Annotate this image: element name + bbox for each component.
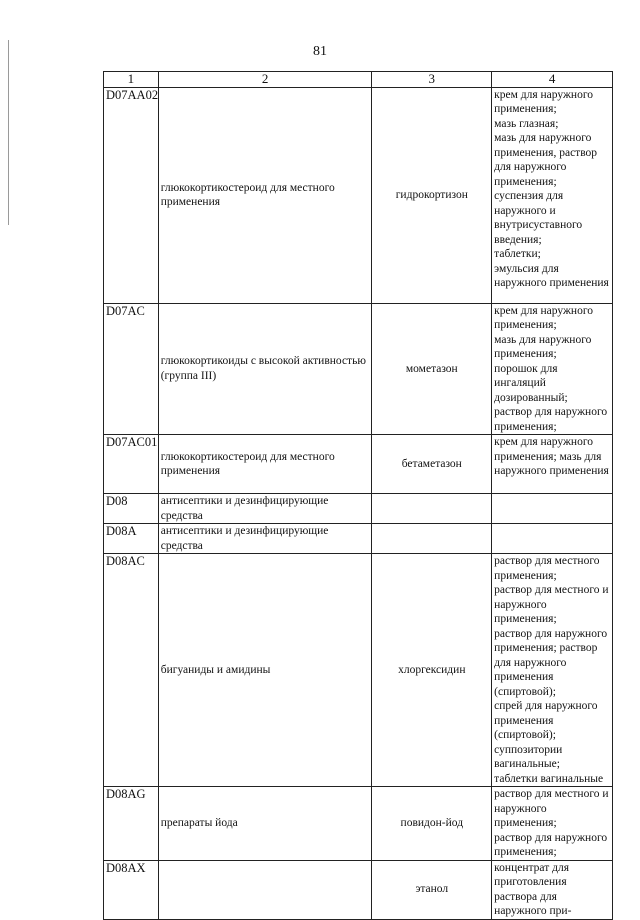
atc-code: D07AA02: [104, 87, 159, 303]
drug-name: хлоргексидин: [372, 554, 492, 787]
drug-name: повидон-йод: [372, 787, 492, 861]
page-number: 81: [313, 44, 327, 59]
atc-code: D08AC: [104, 554, 159, 787]
table-row: [104, 860, 613, 919]
drug-name: гидрокортизон: [372, 87, 492, 303]
table-header-row: [104, 72, 613, 88]
atc-code: D08AG: [104, 787, 159, 861]
drug-name: мометазон: [372, 303, 492, 435]
dosage-forms: крем для наружного применения; мазь для наружного применения; порошок для ингаляций дозированный; раствор для наружного применения;: [492, 303, 613, 435]
table-row: [104, 494, 613, 524]
drug-name: бетаметазон: [372, 435, 492, 494]
pharmacological-group: глюкокортикостероид для местного применения: [158, 87, 372, 303]
dosage-forms: концентрат для приготовления раствора для наружного при-: [492, 860, 613, 919]
drug-name: [372, 524, 492, 554]
atc-code: D08AX: [104, 860, 159, 919]
pharmacological-group: глюкокортикостероид для местного применения: [158, 435, 372, 494]
drug-name: [372, 494, 492, 524]
dosage-forms: крем для наружного применения; мазь глазная; мазь для наружного применения, раствор для наружного применения; суспензия для наружного и внутрисуставного введения; таблетки; эмульсия для наружного применения: [492, 87, 613, 303]
header-col-1: 1: [104, 72, 159, 88]
atc-code: D07AC01: [104, 435, 159, 494]
table-row: [104, 524, 613, 554]
dosage-forms: [492, 494, 613, 524]
table-row: [104, 554, 613, 787]
atc-code: D08A: [104, 524, 159, 554]
pharmacological-group: [158, 860, 372, 919]
atc-code: D07AC: [104, 303, 159, 435]
pharmacological-group: антисептики и дезинфицирующие средства: [158, 524, 372, 554]
drug-name: этанол: [372, 860, 492, 919]
atc-code: D08: [104, 494, 159, 524]
dosage-forms: крем для наружного применения; мазь для наружного применения: [492, 435, 613, 494]
pharmacological-group: глюкокортикоиды с высокой активностью (группа III): [158, 303, 372, 435]
dosage-forms: раствор для местного применения; раствор для местного и наружного применения; раствор для наружного применения; раствор для наружного применения (спиртовой); спрей для наружного применения (спиртовой); суппозитории вагинальные; таблетки вагинальные: [492, 554, 613, 787]
pharmacological-group: бигуаниды и амидины: [158, 554, 372, 787]
table-row: [104, 303, 613, 435]
header-col-2: 2: [158, 72, 372, 88]
table-row: [104, 87, 613, 303]
pharmacological-group: антисептики и дезинфицирующие средства: [158, 494, 372, 524]
header-col-3: 3: [372, 72, 492, 88]
dosage-forms: раствор для местного и наружного применения; раствор для наружного применения;: [492, 787, 613, 861]
pharmacological-group: препараты йода: [158, 787, 372, 861]
drug-table: [103, 71, 613, 920]
table-row: [104, 435, 613, 494]
margin-line: [8, 40, 9, 225]
header-col-4: 4: [492, 72, 613, 88]
table-row: [104, 787, 613, 861]
dosage-forms: [492, 524, 613, 554]
